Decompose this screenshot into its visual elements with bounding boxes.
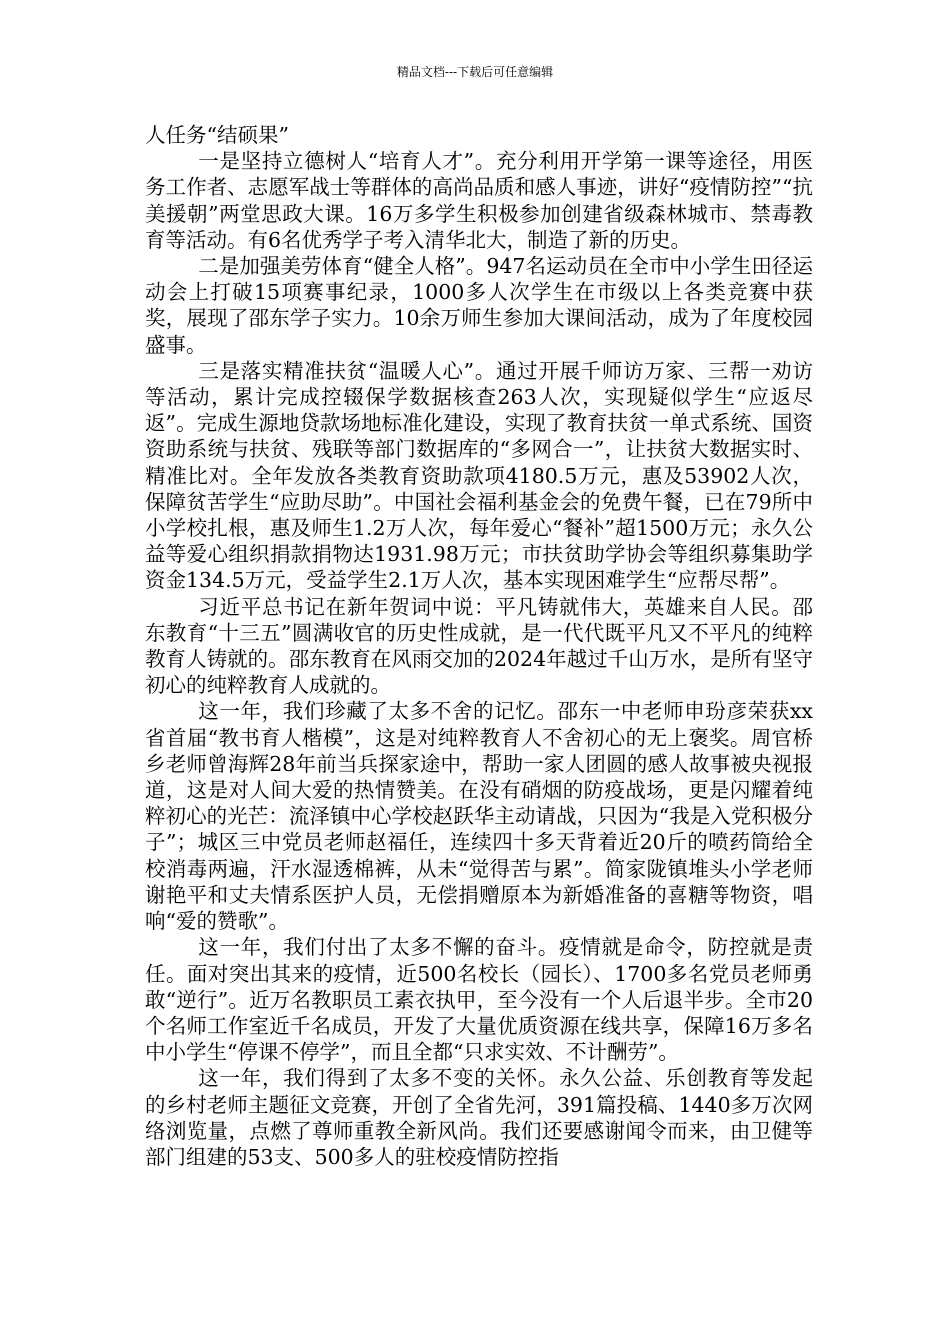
- page-header: 精品文档---下载后可任意编辑: [396, 65, 554, 79]
- paragraph: 这一年，我们得到了太多不变的关怀。永久公益、乐创教育等发起的乡村老师主题征文竞赛，开创了全省先河，391篇投稿、1440多万次网络浏览量，点燃了尊师重教全新风尚。我们还要感谢闻令而来，由卫健等部门组建的53支、500多人的驻校疫情防控指: [145, 1066, 813, 1169]
- paragraph: 习近平总书记在新年贺词中说：平凡铸就伟大，英雄来自人民。邵东教育“十三五”圆满收官的历史性成就，是一代代既平凡又不平凡的纯粹教育人铸就的。邵东教育在风雨交加的2024年越过千山万水，是所有坚守初心的纯粹教育人成就的。: [145, 594, 813, 698]
- document-body: [145, 122, 813, 1170]
- paragraph: 二是加强美劳体育“健全人格”。947名运动员在全市中小学生田径运动会上打破15项赛事纪录，1000多人次学生在市级以上各类竞赛中获奖，展现了邵东学子实力。10余万师生参加大课间活动，成为了年度校园盛事。: [145, 254, 813, 357]
- paragraph: 一是坚持立德树人“培育人才”。充分利用开学第一课等途径，用医务工作者、志愿军战士等群体的高尚品质和感人事迹，讲好“疫情防控”“抗美援朝”两堂思政大课。16万多学生积极参加创建省级森林城市、禁毒教育等活动。有6名优秀学子考入清华北大，制造了新的历史。: [145, 149, 813, 252]
- paragraph: 这一年，我们付出了太多不懈的奋斗。疫情就是命令，防控就是责任。面对突出其来的疫情，近500名校长（园长）、1700多名党员老师勇敢“逆行”。近万名教职员工素衣执甲，至今没有一个人后退半步。全市20个名师工作室近千名成员，开发了大量优质资源在线共享，保障16万多名中小学生“停课不停学”，而且全都“只求实效、不计酬劳”。: [145, 935, 813, 1065]
- paragraph: 这一年，我们珍藏了太多不舍的记忆。邵东一中老师申玢彦荣获xx省首届“教书育人楷模”，这是对纯粹教育人不舍初心的无上褒奖。周官桥乡老师曾海辉28年前当兵探家途中，帮助一家人团圆的感人故事被央视报道，这是对人间大爱的热情赞美。在没有硝烟的防疫战场，更是闪耀着纯粹初心的光芒：流泽镇中心学校赵跃华主动请战，只因为“我是入党积极分子”；城区三中党员老师赵福任，连续四十多天背着近20斤的喷药筒给全校消毒两遍，汗水湿透棉裤，从未“觉得苦与累”。简家陇镇堆头小学老师谢艳平和丈夫情系医护人员，无偿捐赠原本为新婚准备的喜糖等物资，唱响“爱的赞歌”。: [145, 699, 813, 934]
- paragraph-continuation: 人任务“结硕果”: [145, 123, 289, 147]
- paragraph: 三是落实精准扶贫“温暖人心”。通过开展千师访万家、三帮一劝访等活动，累计完成控辍保学数据核查263人次，实现疑似学生“应返尽返”。完成生源地贷款场地标准化建设，实现了教育扶贫一单式系统、国资资助系统与扶贫、残联等部门数据库的“多网合一”，让扶贫大数据实时、精准比对。全年发放各类教育资助款项4180.5万元，惠及53902人次，保障贫苦学生“应助尽助”。中国社会福利基金会的免费午餐，已在79所中小学校扎根，惠及师生1.2万人次，每年爱心“餐补”超1500万元；永久公益等爱心组织捐款捐物达1931.98万元；市扶贫助学协会等组织募集助学资金134.5万元，受益学生2.1万人次，基本实现困难学生“应帮尽帮”。: [145, 358, 813, 593]
